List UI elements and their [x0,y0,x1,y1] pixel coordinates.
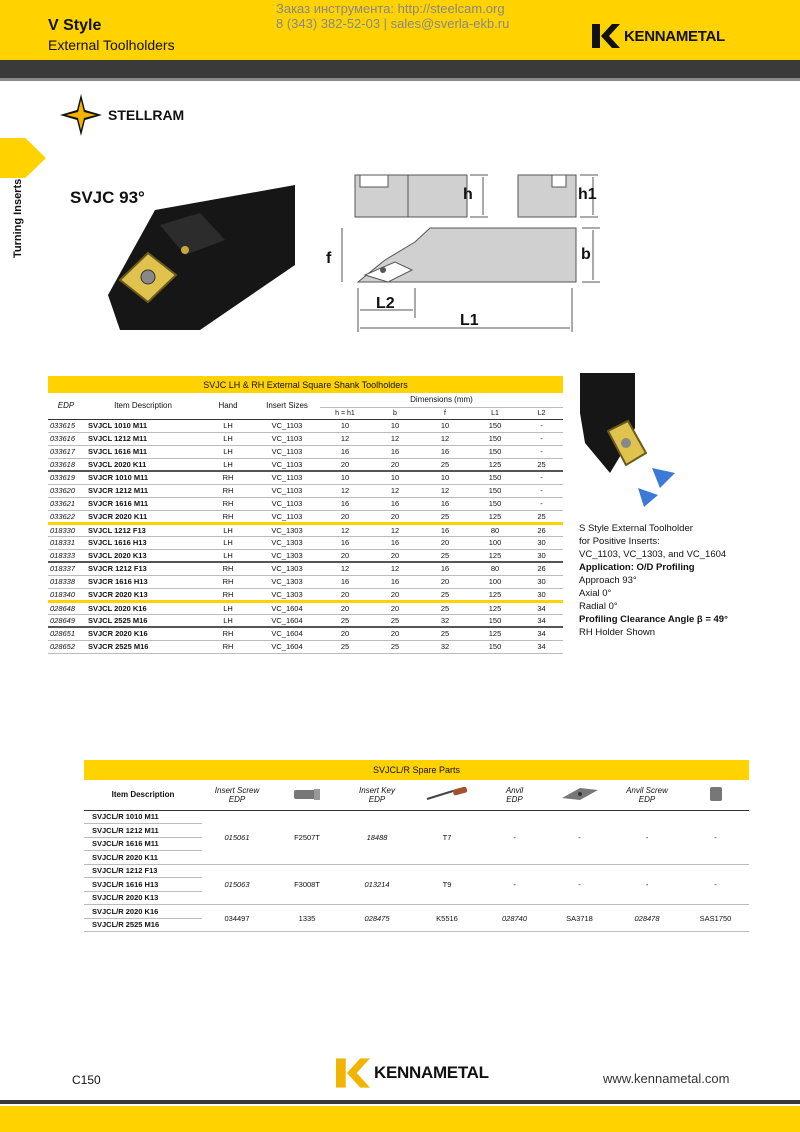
spare-part-cell: T9 [412,864,482,905]
edp-cell: 018330 [48,523,84,536]
edp-cell: 033619 [48,471,84,484]
col-dim-h: h = h1 [320,407,370,419]
item-description-cell: SVJCL 2020 K16 [84,601,202,614]
table-row [48,627,563,640]
note-line: RH Holder Shown [579,627,656,638]
website-link[interactable]: www.kennametal.com [603,1071,730,1086]
table-row [48,601,563,614]
edp-cell: 028651 [48,627,84,640]
table-cell: 20 [370,549,420,562]
table-cell: 32 [420,640,470,653]
table-cell: VC_1103 [254,419,320,432]
table-cell: RH [202,510,254,523]
spare-part-cell: 013214 [342,864,412,905]
table-cell: 100 [470,536,520,549]
table-cell: RH [202,497,254,510]
footer-band [0,1106,800,1132]
table-cell: 26 [520,523,563,536]
table-cell: 16 [420,562,470,575]
table-cell: 12 [320,432,370,445]
table-cell: 20 [420,575,470,588]
spare-part-cell: T7 [412,810,482,864]
footer-line [0,1100,800,1104]
table-row [48,445,563,458]
table-cell: 25 [420,601,470,614]
table-cell: 30 [520,588,563,601]
edp-label: EDP [228,794,246,804]
item-description-cell: SVJCL 2020 K13 [84,549,202,562]
table-cell: VC_1303 [254,562,320,575]
col-dim-b: b [370,407,420,419]
table-cell: VC_1103 [254,510,320,523]
table-cell: 20 [320,601,370,614]
table-cell: 20 [320,458,370,471]
table-cell: VC_1103 [254,471,320,484]
edp-cell: 033618 [48,458,84,471]
table-cell: 16 [420,523,470,536]
table-row [48,458,563,471]
anvil-icon [560,786,600,802]
section-tab-arrow [0,138,46,178]
edp-label: EDP [506,794,523,804]
table-cell: 125 [470,588,520,601]
table-cell: RH [202,627,254,640]
spare-part-cell: 015063 [202,864,272,905]
promo-text [276,1,509,31]
table-cell: VC_1303 [254,536,320,549]
edp-cell: 028649 [48,614,84,627]
table-cell: 16 [370,497,420,510]
table-cell: 25 [320,640,370,653]
table-cell: 12 [370,562,420,575]
spare-part-cell: - [612,864,682,905]
note-application: Application: O/D Profiling [579,562,695,573]
page-number: C150 [72,1073,101,1087]
spare-part-cell: K5516 [412,905,482,932]
table-cell: - [520,432,563,445]
table-row [48,614,563,627]
table-cell: 20 [320,510,370,523]
table-cell: VC_1103 [254,445,320,458]
table-cell: RH [202,575,254,588]
anvil-image [547,780,612,810]
spare-part-cell: - [482,864,547,905]
section-label: Turning Inserts [12,178,24,258]
table-cell: 150 [470,419,520,432]
anvil-label: Anvil [505,785,524,795]
item-description-cell: SVJCL 2020 K11 [84,458,202,471]
table-cell: - [520,497,563,510]
table-cell: LH [202,536,254,549]
table-cell: 25 [420,458,470,471]
table-cell: 10 [320,471,370,484]
col-edp: EDP [48,393,84,419]
note-clearance-angle: Profiling Clearance Angle β = 49° [579,614,728,625]
item-description-cell: SVJCR 2020 K11 [84,510,202,523]
table-cell: 150 [470,484,520,497]
anvil-screw-image [682,780,749,810]
table-cell: 125 [470,601,520,614]
toolholder-table-title: SVJC LH & RH External Square Shank Toolholders [48,376,563,393]
table-cell: 34 [520,640,563,653]
table-cell: 20 [370,458,420,471]
table-cell: VC_1103 [254,497,320,510]
item-description-cell: SVJCR 2525 M16 [84,640,202,653]
table-cell: LH [202,601,254,614]
table-row [48,510,563,523]
item-description-cell: SVJCR 1212 F13 [84,562,202,575]
table-cell: VC_1604 [254,614,320,627]
col-insert-screw [202,780,272,810]
toolholder-table [48,376,563,654]
col-insert-sizes: Insert Sizes [254,393,320,419]
edp-cell: 033620 [48,484,84,497]
table-cell: 16 [370,536,420,549]
kennametal-k-icon [336,1058,370,1088]
table-cell: 16 [420,497,470,510]
table-cell: LH [202,419,254,432]
table-cell: 150 [470,432,520,445]
item-description-cell: SVJCL/R 2020 K11 [84,851,202,865]
item-description-cell: SVJCR 2020 K16 [84,627,202,640]
product-notes [579,522,728,639]
dim-label-h1: h1 [578,186,597,203]
table-cell: VC_1604 [254,601,320,614]
col-dim-l2: L2 [520,407,563,419]
header-band-line [0,78,800,81]
anvil-screw-icon [706,786,726,802]
edp-cell: 028648 [48,601,84,614]
table-cell: LH [202,432,254,445]
table-cell: 16 [320,445,370,458]
table-cell: 30 [520,575,563,588]
spare-part-cell: 028475 [342,905,412,932]
item-description-cell: SVJCL/R 2020 K13 [84,891,202,905]
item-description-cell: SVJCL 1616 H13 [84,536,202,549]
table-cell: 20 [370,588,420,601]
table-cell: VC_1303 [254,523,320,536]
edp-cell: 033615 [48,419,84,432]
page-subtitle: External Toolholders [48,37,175,53]
anvil-screw-label: Anvil Screw [626,785,668,795]
item-description-cell: SVJCL/R 2525 M16 [84,918,202,932]
table-cell: VC_1303 [254,549,320,562]
col-anvil-screw [612,780,682,810]
table-cell: 30 [520,549,563,562]
table-row [84,905,749,919]
col-insert-key [342,780,412,810]
spare-parts-title: SVJCL/R Spare Parts [84,760,749,780]
table-cell: 12 [320,523,370,536]
table-cell: 10 [370,419,420,432]
table-cell: 12 [420,484,470,497]
col-hand: Hand [202,393,254,419]
toolholder-photo [100,185,295,335]
spare-part-cell: 028740 [482,905,547,932]
table-cell: VC_1303 [254,588,320,601]
table-cell: 80 [470,562,520,575]
table-row [48,497,563,510]
spare-part-cell: - [547,810,612,864]
col-item-description: Item Description [84,780,202,810]
table-cell: VC_1103 [254,458,320,471]
product-name: SVJC 93° [70,188,145,207]
table-row [48,471,563,484]
table-cell: 150 [470,471,520,484]
table-cell: LH [202,523,254,536]
table-cell: 12 [370,432,420,445]
table-cell: RH [202,588,254,601]
table-cell: 150 [470,445,520,458]
table-cell: 125 [470,458,520,471]
note-line: for Positive Inserts: [579,536,660,547]
item-description-cell: SVJCL 1212 F13 [84,523,202,536]
table-row [48,562,563,575]
note-line: S Style External Toolholder [579,523,693,534]
table-row [48,536,563,549]
table-cell: 12 [320,484,370,497]
table-row [48,640,563,653]
table-cell: 26 [520,562,563,575]
spare-part-cell: SA3718 [547,905,612,932]
item-description-cell: SVJCL/R 1616 M11 [84,837,202,851]
edp-cell: 033617 [48,445,84,458]
item-description-cell: SVJCL/R 1212 M11 [84,824,202,838]
table-cell: 12 [370,523,420,536]
note-line: VC_1103, VC_1303, and VC_1604 [579,549,727,560]
table-cell: 30 [520,536,563,549]
edp-cell: 018337 [48,562,84,575]
brand-name: KENNAMETAL [624,27,725,45]
table-cell: LH [202,549,254,562]
table-row [48,523,563,536]
edp-cell: 033621 [48,497,84,510]
spare-part-cell: F2507T [272,810,342,864]
table-row [48,549,563,562]
edp-cell: 033622 [48,510,84,523]
spare-part-cell: - [482,810,547,864]
table-cell: 150 [470,497,520,510]
table-row [84,864,749,878]
spare-part-cell: 18488 [342,810,412,864]
table-cell: 25 [520,458,563,471]
spare-part-cell: - [612,810,682,864]
table-cell: 16 [370,445,420,458]
edp-cell: 028652 [48,640,84,653]
table-cell: 16 [420,445,470,458]
table-cell: 80 [470,523,520,536]
table-cell: 25 [420,510,470,523]
rh-holder-photo [580,373,680,508]
table-cell: 150 [470,640,520,653]
dim-label-f: f [326,250,332,267]
table-row [48,588,563,601]
sub-brand-name: STELLRAM [108,107,185,123]
footer-kennametal-logo [336,1058,489,1088]
footer-brand-name: KENNAMETAL [374,1063,489,1082]
spare-part-cell: 034497 [202,905,272,932]
table-cell: 20 [320,588,370,601]
note-line: Approach 93° [579,575,637,586]
item-description-cell: SVJCR 1616 H13 [84,575,202,588]
item-description-cell: SVJCR 2020 K13 [84,588,202,601]
table-cell: 34 [520,601,563,614]
edp-cell: 018338 [48,575,84,588]
edp-cell: 018333 [48,549,84,562]
table-cell: 25 [370,614,420,627]
item-description-cell: SVJCL/R 1616 H13 [84,878,202,892]
item-description-cell: SVJCL 1212 M11 [84,432,202,445]
col-dim-f: f [420,407,470,419]
spare-part-cell: 015061 [202,810,272,864]
item-description-cell: SVJCL 1010 M11 [84,419,202,432]
spare-part-cell: 028478 [612,905,682,932]
edp-cell: 018331 [48,536,84,549]
note-line: Axial 0° [579,588,612,599]
table-cell: 20 [420,536,470,549]
table-cell: LH [202,614,254,627]
item-description-cell: SVJCR 1616 M11 [84,497,202,510]
spare-part-cell: - [547,864,612,905]
page-title: V Style [48,17,102,34]
dim-label-l2: L2 [376,295,395,312]
table-cell: 25 [420,588,470,601]
table-cell: 20 [320,549,370,562]
header-band [0,60,800,78]
table-cell: 10 [420,471,470,484]
table-cell: 10 [420,419,470,432]
table-row [48,419,563,432]
col-anvil [482,780,547,810]
table-row [48,432,563,445]
table-cell: 34 [520,614,563,627]
key-icon [425,787,469,801]
spare-part-cell: SAS1750 [682,905,749,932]
dim-label-l1: L1 [460,312,479,329]
table-cell: 20 [370,627,420,640]
item-description-cell: SVJCR 1212 M11 [84,484,202,497]
spare-parts-table [84,760,749,932]
table-cell: 12 [420,432,470,445]
table-cell: VC_1604 [254,627,320,640]
table-cell: - [520,445,563,458]
table-cell: 100 [470,575,520,588]
table-cell: 32 [420,614,470,627]
item-description-cell: SVJCL/R 1212 F13 [84,864,202,878]
table-cell: 16 [320,536,370,549]
table-cell: 25 [370,640,420,653]
table-cell: LH [202,445,254,458]
table-cell: 34 [520,627,563,640]
table-cell: 25 [420,627,470,640]
promo-line-2: 8 (343) 382-52-03 | sales@sverla-ekb.ru [276,16,510,31]
edp-cell: 018340 [48,588,84,601]
table-cell: - [520,419,563,432]
table-cell: 25 [520,510,563,523]
kennametal-logo [592,24,725,48]
item-description-cell: SVJCL 1616 M11 [84,445,202,458]
table-cell: 20 [370,510,420,523]
stellram-logo [60,94,184,136]
table-cell: RH [202,640,254,653]
table-cell: VC_1103 [254,484,320,497]
col-dimensions: Dimensions (mm) [320,393,563,407]
spare-part-cell: - [682,864,749,905]
table-cell: 20 [320,627,370,640]
dim-label-h: h [463,186,473,203]
insert-key-image [412,780,482,810]
spare-part-cell: F3008T [272,864,342,905]
table-cell: LH [202,458,254,471]
table-cell: 10 [320,419,370,432]
insert-key-label: Insert Key [358,785,395,795]
table-cell: 12 [320,562,370,575]
col-dim-l1: L1 [470,407,520,419]
table-cell: 20 [370,601,420,614]
table-cell: - [520,471,563,484]
dim-label-b: b [581,246,591,263]
table-cell: 12 [370,484,420,497]
table-cell: 25 [420,549,470,562]
table-cell: 125 [470,627,520,640]
table-cell: 16 [320,575,370,588]
table-cell: 125 [470,549,520,562]
stellram-star-icon [60,94,102,136]
item-description-cell: SVJCR 1010 M11 [84,471,202,484]
table-cell: RH [202,471,254,484]
kennametal-k-icon [592,24,620,48]
table-cell: 25 [320,614,370,627]
table-cell: 125 [470,510,520,523]
table-cell: RH [202,484,254,497]
table-cell: VC_1103 [254,432,320,445]
table-cell: - [520,484,563,497]
table-cell: 10 [370,471,420,484]
note-line: Radial 0° [579,601,618,612]
edp-label: EDP [368,794,386,804]
table-cell: 16 [320,497,370,510]
insert-screw-label: Insert Screw [214,785,260,795]
table-cell: 150 [470,614,520,627]
insert-screw-image [272,780,342,810]
screw-icon [292,787,322,801]
table-cell: VC_1303 [254,575,320,588]
item-description-cell: SVJCL/R 2020 K16 [84,905,202,919]
item-description-cell: SVJCL/R 1010 M11 [84,810,202,824]
col-item-description: Item Description [84,393,202,419]
item-description-cell: SVJCL 2525 M16 [84,614,202,627]
table-cell: RH [202,562,254,575]
table-row [48,575,563,588]
spare-part-cell: - [682,810,749,864]
table-cell: 16 [370,575,420,588]
promo-line-1: Заказ инструмента: http://steelcam.org [276,1,505,16]
table-cell: VC_1604 [254,640,320,653]
table-row [48,484,563,497]
edp-cell: 033616 [48,432,84,445]
spare-part-cell: 1335 [272,905,342,932]
table-row [84,810,749,824]
edp-label: EDP [638,794,656,804]
